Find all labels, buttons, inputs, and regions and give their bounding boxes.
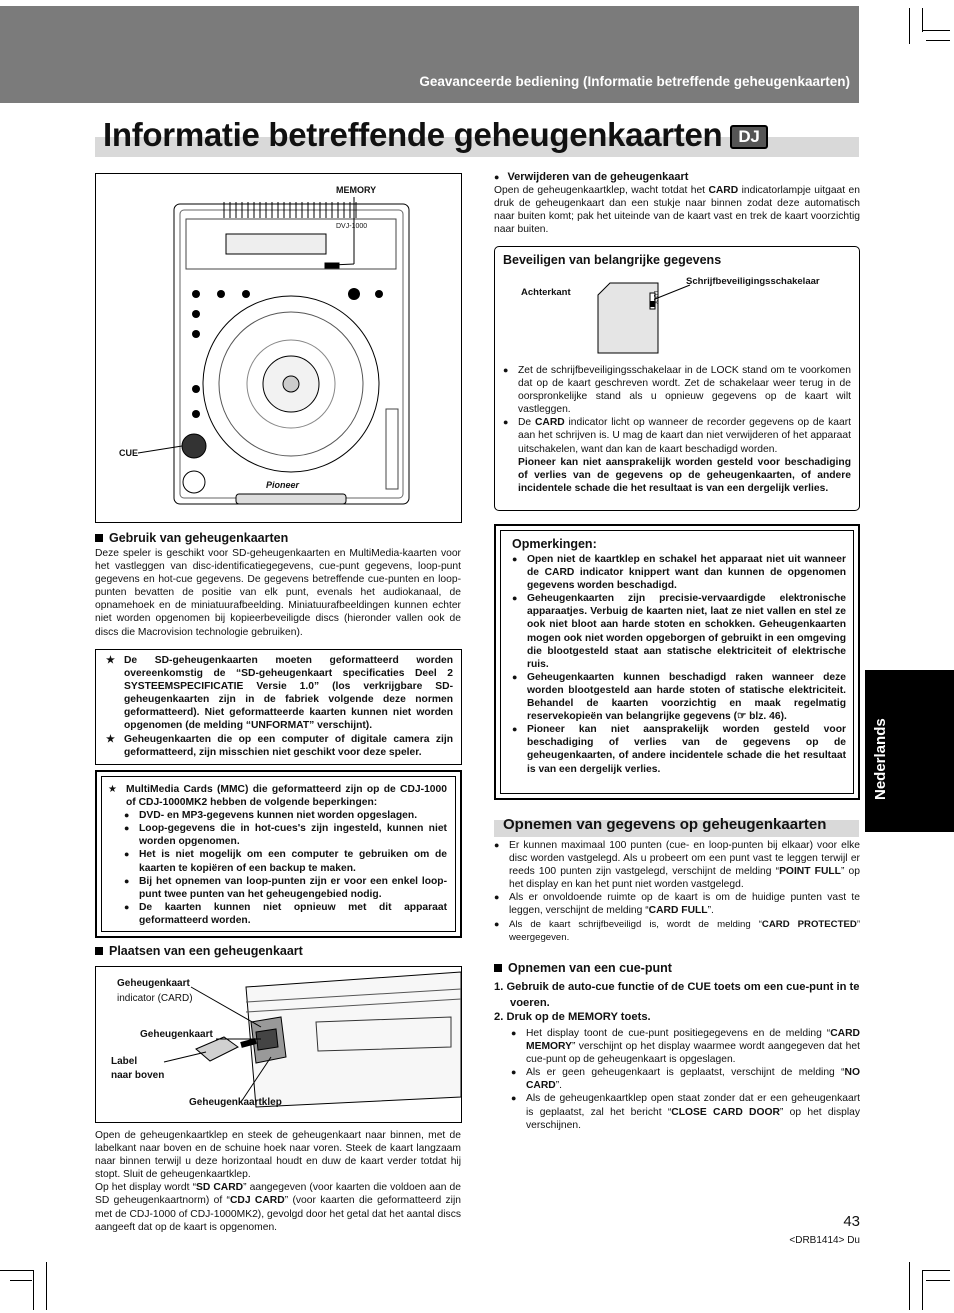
verwijderen-section [494, 171, 860, 236]
item2-card: CARD [534, 417, 565, 429]
fig-label-1: Label [111, 1056, 138, 1067]
b2-a: Als er onvoldoende ruimte op de kaart is om de huidige punten vast te leggen, verschijnt de melding “ [509, 892, 860, 917]
b1-c: ” op het display en kan het punt niet worden vastgelegd. [509, 866, 860, 891]
verwijderen-body [494, 184, 860, 236]
mmc-intro [108, 783, 447, 809]
card-indicator-text: CARD [708, 185, 739, 196]
cuepunt-sub-3 [511, 1092, 860, 1131]
crop-mark [926, 40, 950, 41]
crop-mark [46, 1262, 47, 1310]
s2-c: ”. [555, 1080, 563, 1092]
sd-note-2: ★ Geheugenkaarten die op een computer of digitale camera zijn geformatteerd, zijn misschien niet geschikt voor deze speler. [106, 733, 453, 759]
beveiligen-item-2 [503, 416, 851, 495]
plaatsen-body-2a: Op het display wordt “ [95, 1182, 196, 1194]
card-protected-msg: CARD PROTECTED [761, 918, 857, 930]
verwijderen-body-c: indicatorlampje uitgaat en druk de geheugenkaart dan een stukje naar binnen zodat deze automatisch naar buiten komt; pak het uiteinde van de kaart vast en trek de kaart voorzichtig naar buiten. [494, 185, 860, 236]
mmc-box [95, 770, 462, 938]
fig-switch-label: Schrijfbeveiligingsschakelaar [686, 276, 820, 287]
mmc-item: ● Loop-gegevens die in hot-cues's zijn ingesteld, kunnen niet worden opgenomen. [124, 822, 447, 848]
page-number: 43 [843, 1213, 860, 1230]
bullet: ● [494, 172, 500, 182]
beveiligen-heading: Beveiligen van belangrijke gegevens [503, 253, 722, 267]
crop-mark [926, 1280, 950, 1281]
close-card-door-msg: CLOSE CARD DOOR [671, 1106, 780, 1118]
verwijderen-heading-text: Verwijderen van de geheugenkaart [507, 171, 689, 183]
cuepunt-sub-2 [511, 1066, 860, 1092]
page-title [103, 116, 768, 154]
opmerking-item: ● Geheugenkaarten zijn precisie-vervaardigde elektronische apparaatjes. Verbuig de kaarten niet, laat ze niet vallen en stel ze ook niet bloot aan harde stoten en schokken. Geheugenkaarten mogen ook niet worden opgeborgen of gebruikt in een omgeving die blootgesteld staat aan statische elektriciteit of elektrische ruis. [512, 592, 846, 671]
mmc-item: ● Bij het opnemen van loop-punten zijn er voor een enkel loop-punt twee punten van het geheugengebied nodig. [124, 875, 447, 901]
crop-mark [0, 1270, 33, 1271]
item2-c: indicator licht op wanneer de recorder gegevens op de kaart aan het schrijven is. U mag de kaart dan niet verwijderen of het apparaat uitschakelen, want dan kan de kaart beschadigd worden. [518, 417, 851, 455]
gebruik-heading [95, 531, 288, 545]
cue-button [182, 434, 206, 458]
opnemen-item-3 [494, 918, 860, 944]
page-title-text: Informatie betreffende geheugenkaarten [103, 116, 723, 153]
no-card-msg: NO CARD [526, 1067, 860, 1092]
point-full-msg: POINT FULL [779, 866, 841, 878]
s1-a: Het display toont de cue-punt positiegegevens en de melding “ [526, 1028, 831, 1039]
label-leader [164, 1052, 206, 1062]
beveiligen-box [494, 246, 860, 511]
sd-card-msg: SD CARD [196, 1182, 244, 1194]
mmc-item: ● DVD- en MP3-gegevens kunnen niet worden opgeslagen. [124, 809, 447, 822]
opmerkingen-heading: Opmerkingen: [512, 537, 597, 551]
mmc-intro-text: MultiMedia Cards (MMC) die geformatteerd zijn op de CDJ-1000 of CDJ-1000MK2 hebben de volgende beperkingen: [126, 784, 447, 809]
opmerkingen-inner [500, 530, 854, 794]
square-bullet [95, 534, 103, 542]
cdj-card-msg: CDJ CARD [229, 1195, 285, 1207]
gebruik-body: Deze speler is geschikt voor SD-geheugenkaarten en MultiMedia-kaarten voor het vastleggen van disc-identificatiegegevens, cue-punt gegevens, loop-punt gegevens en hot-cue gegevens. De gegevens betreffende cue-punten en loop-punten bevatten de positie van elk punt, evenals het audiokanaal, de opnamehoek en de miniatuurafbeelding. Miniatuurafbeeldingen kunnen echter niet worden opgenomen bij kopieerbeveiligde discs (hieronder vallen ook de discs die Macrovision technologie gebruiken). [95, 548, 461, 638]
cue-label: CUE [119, 448, 139, 458]
beveiligen-item-1: ● Zet de schrijfbeveiligingsschakelaar in de LOCK stand om te voorkomen dat op de kaart geschreven wordt. Zet de schakelaar weer terug in de oorspronkelijke stand als u opnieuw gegevens op de kaart wilt vastleggen. [503, 364, 851, 416]
s3-a: Als de geheugenkaartklep open staat zonder dat er een geheugenkaart is geplaatst, zal het bericht “ [526, 1093, 860, 1118]
card-full-msg: CARD FULL [648, 905, 708, 917]
fig-indicator-label-1: Geheugenkaart [117, 978, 190, 989]
crop-mark [922, 1270, 950, 1271]
dj-player-illustration [96, 174, 461, 522]
fig-label-2: naar boven [111, 1070, 165, 1081]
cue-leader [138, 446, 182, 453]
opnemen-item-1 [494, 839, 860, 891]
opnemen-item-2 [494, 891, 860, 917]
plaatsen-body-2c: ” aangegeven (voor kaarten die voldoen aan de SD geheugenkaartnorm) of “ [95, 1182, 461, 1207]
doc-code: <DRB1414> Du [789, 1235, 860, 1246]
cuepunt-heading-text: Opnemen van een cue-punt [508, 961, 672, 975]
fig-card-label: Geheugenkaart [140, 1029, 213, 1040]
fig-indicator-label-2: indicator (CARD) [117, 993, 193, 1004]
mmc-item: ● De kaarten kunnen niet opnieuw met dit apparaat geformatteerd worden. [124, 901, 447, 927]
sd-notes-box [95, 649, 462, 765]
plaatsen-heading-text: Plaatsen van een geheugenkaart [109, 944, 303, 958]
square-bullet [95, 947, 103, 955]
plaatsen-body-2e: ” (voor kaarten die geformatteerd zijn met de CDJ-1000 of CDJ-1000MK2), gevolgd door het getal dat het aantal discs aangeeft dat op de kaart is opgenomen. [95, 1195, 461, 1233]
fig-back-label: Achterkant [521, 287, 571, 298]
running-title: Geavanceerde bediening (Informatie betreffende geheugenkaarten) [419, 74, 850, 89]
s3-c: ” op het display verschijnen. [526, 1106, 860, 1131]
b2-c: ”. [707, 905, 714, 917]
memory-label: MEMORY [336, 185, 377, 195]
b3-a: Als de kaart schrijfbeveiligd is, wordt de melding “ [509, 918, 762, 930]
language-side-tab-text: Nederlands [872, 718, 889, 800]
crop-mark [922, 30, 950, 31]
b3-c: ” weergegeven. [509, 918, 861, 943]
card-insert-figure [95, 966, 462, 1123]
s2-a: Als er geen geheugenkaart is geplaatst, verschijnt de melding “ [526, 1067, 845, 1079]
s1-c: ” verschijnt op het display waarmee wordt aangegeven dat het cue-punt op de geheugenkaart is opgeslagen. [526, 1041, 860, 1066]
tempo-slider [386, 409, 398, 489]
memory-button [325, 263, 339, 268]
crop-mark [922, 1270, 923, 1310]
opmerking-item: ● Open niet de kaartklep en schakel het apparaat niet uit wanneer de CARD indicator knippert want dan kunnen de opgenomen gegevens worden beschadigd. [512, 553, 846, 592]
fig-door-label: Geheugenkaartklep [189, 1097, 282, 1108]
crop-mark [10, 1280, 32, 1281]
opmerking-item: ● Geheugenkaarten kunnen beschadigd raken wanneer deze worden blootgesteld aan harde stoten of statische elektriciteit. Behandel de kaarten voorzichtig en maak regelmatig reservekopieën van belangrijke gegevens (☞ blz. 46). [512, 671, 846, 723]
sd-card-illustration [590, 273, 710, 358]
plaatsen-body-1: Open de geheugenkaartklep en steek de geheugenkaart naar binnen, met de labelkant naar boven en de schuine hoek naar voren. Steek de kaart langzaam naar binnen terwijl u deze horizontaal houdt en duw de kaart verder totdat hij stopt. Sluit de geheugenkaartklep. [95, 1130, 461, 1181]
square-bullet [494, 964, 502, 972]
loose-card [196, 1037, 238, 1061]
item2-a: De [518, 417, 535, 429]
plaatsen-body [95, 1129, 461, 1234]
crop-mark [922, 8, 923, 32]
verwijderen-heading [494, 171, 860, 183]
opmerking-item: ● Pioneer kan niet aansprakelijk worden gesteld voor beschadiging of verlies van de gegevens op de geheugenkaarten, of andere incidentele schade die het resultaat is van een dergelijk verlies. [512, 723, 846, 775]
gebruik-heading-text: Gebruik van geheugenkaarten [109, 531, 289, 545]
brand-logo: Pioneer [266, 480, 300, 490]
card-memory-msg: CARD MEMORY [526, 1028, 860, 1053]
opmerkingen-box [494, 524, 860, 800]
fig-lock-label: LOCK [652, 291, 658, 305]
crop-mark [909, 8, 910, 44]
b1-a: Er kunnen maximaal 100 punten (cue- en loop-punten bij elkaar) voor elke disc worden vastgelegd. Als u probeert om een punt vast te leggen terwijl er reeds 100 punten zijn vastgelegd, verschijnt de melding “ [509, 840, 860, 878]
sd-note-1: ★ De SD-geheugenkaarten moeten geformatteerd worden overeenkomstig de “SD-geheugenkaart specificaties Deel 2 SYSTEEMSPECIFICATIE Versie 1.0” (los verkrijgbare SD-geheugenkaarten zijn in de fabriek volgende deze normen geformatteerd). Niet geformatteerde kaarten kunnen niet worden opgenomen (de melding “UNFORMAT” verschijnt). [106, 654, 453, 733]
cuepunt-step-2: 2. Druk op de MEMORY toets. [494, 1011, 651, 1023]
crop-mark [33, 1270, 34, 1310]
item2-bold: Pioneer kan niet aansprakelijk worden gesteld voor beschadiging of verlies van de gegevens op de geheugenkaarten, of andere incidentele schade die het resultaat is van een dergelijk verlies. [518, 456, 851, 494]
mmc-item: ● Het is niet mogelijk om een computer te gebruiken om de kaarten te kopiëren of een backup te maken. [124, 848, 447, 874]
opnemen-heading: Opnemen van gegevens op geheugenkaarten [503, 816, 827, 833]
verwijderen-body-a: Open de geheugenkaartklep, wacht totdat het [494, 185, 709, 196]
crop-mark [909, 1262, 910, 1310]
mmc-inner [101, 776, 456, 932]
cuepunt-sub-1 [511, 1027, 860, 1066]
cuepunt-step-1: 1. Gebruik de auto-cue functie of de CUE toets om een cue-punt in te voeren. [494, 981, 860, 1009]
dj-badge: DJ [730, 125, 767, 149]
device-figure [95, 173, 462, 523]
cuepunt-heading [494, 961, 672, 975]
plaatsen-heading [95, 944, 303, 958]
model-label: DVJ-1000 [336, 223, 368, 230]
